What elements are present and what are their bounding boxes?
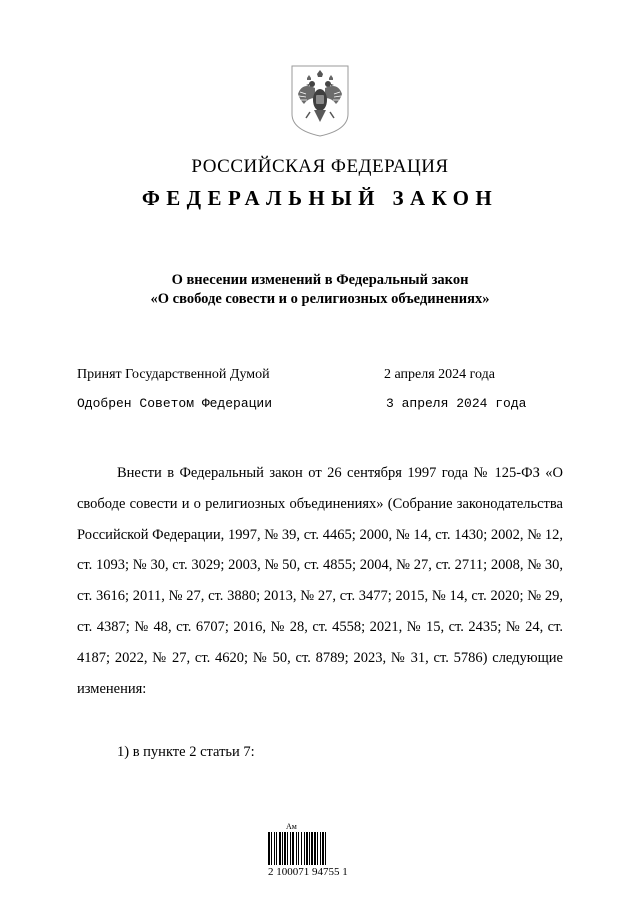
list-item-1: 1) в пункте 2 статьи 7: <box>117 744 255 760</box>
country-heading: РОССИЙСКАЯ ФЕДЕРАЦИЯ <box>191 156 449 177</box>
double-headed-eagle-icon <box>288 64 352 138</box>
barcode-bars-icon <box>268 832 356 865</box>
barcode <box>268 822 364 884</box>
signature-mark: Ам <box>286 822 297 831</box>
coat-of-arms-emblem <box>288 64 352 138</box>
law-title <box>0 271 640 309</box>
council-approved-label: Одобрен Советом Федерации <box>77 396 273 411</box>
document-type-heading: ФЕДЕРАЛЬНЫЙ ЗАКОН <box>141 186 499 210</box>
duma-adopted-date: 2 апреля 2024 года <box>384 367 495 382</box>
duma-adopted-label: Принят Государственной Думой <box>77 367 270 382</box>
body-paragraph: Внести в Федеральный закон от 26 сентября 1997 года № 125-ФЗ «О свободе совести и о религиозных объединениях» (Собрание законодательства Российской Федерации, 1997, № 39, ст. 4465; 2000, № 14, ст. 1430; 2002, № 12, ст. 1093; № 30, ст. 3029; 2003, № 50, ст. 4855; 2004, № 27, ст. 2711; 2008, № 30, ст. 3616; 2011, № 27, ст. 3880; 2013, № 27, ст. 3477; 2015, № 14, ст. 2020; № 29, ст. 4387; № 48, ст. 6707; 2016, № 28, ст. 4558; 2021, № 15, ст. 2435; № 24, ст. 4187; 2022, № 27, ст. 4620; № 50, ст. 8789; 2023, № 31, ст. 5786) следующие изменения: <box>77 465 563 697</box>
law-title-line-1: О внесении изменений в Федеральный закон <box>171 272 469 288</box>
law-title-line-2: «О свободе совести и о религиозных объединениях» <box>150 291 490 307</box>
barcode-number: 2 100071 94755 1 <box>268 866 348 878</box>
council-approved-date: 3 апреля 2024 года <box>386 396 527 411</box>
